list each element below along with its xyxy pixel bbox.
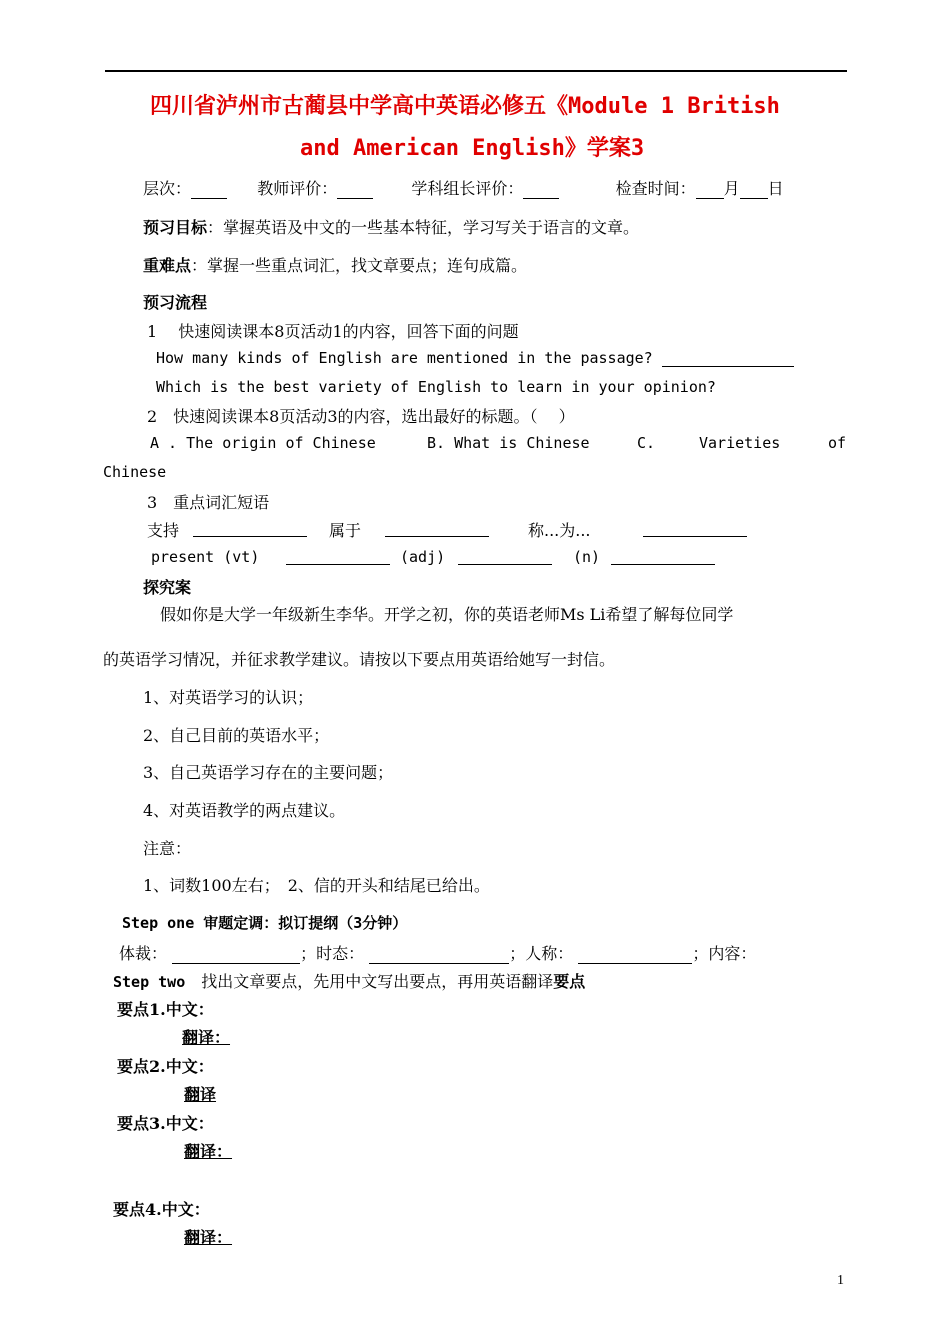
explore-paragraph-line-2: 的英语学习情况，并征求教学建议。请按以下要点用英语给她写一封信。: [103, 650, 616, 669]
day-label: 日: [767, 179, 784, 198]
option-b: B. What is Chinese: [427, 434, 590, 452]
teacher-eval-blank[interactable]: [337, 182, 373, 199]
tense-blank[interactable]: [369, 947, 509, 964]
month-blank[interactable]: [696, 182, 724, 199]
person-label: ；人称：: [509, 944, 574, 963]
requirement-3: 3、自己英语学习存在的主要问题；: [143, 763, 394, 782]
point-1-chinese: 要点1.中文：: [117, 1000, 214, 1019]
preview-item-1: 1 快速阅读课本8页活动1的内容，回答下面的问题: [147, 322, 519, 341]
vocab-present-adj-blank[interactable]: [458, 548, 552, 565]
outline-row: [119, 941, 756, 964]
vocab-support-blank[interactable]: [193, 520, 307, 537]
step-two-label: Step two: [113, 973, 186, 991]
goal-text: ：掌握英语及中文的一些基本特征，学习写关于语言的文章。: [207, 218, 640, 237]
check-time-label: 检查时间：: [615, 179, 696, 198]
vocab-belong: 属于: [329, 521, 362, 540]
month-label: 月: [723, 179, 740, 198]
preview-goal: [143, 215, 639, 238]
tense-label: ；时态：: [300, 944, 365, 963]
question-1-blank[interactable]: [662, 350, 794, 367]
requirement-1: 1、对英语学习的认识；: [143, 688, 314, 707]
genre-label: 体裁：: [119, 944, 168, 963]
leader-eval-blank[interactable]: [523, 182, 559, 199]
teacher-eval-label: 教师评价：: [257, 179, 338, 198]
level-label: 层次：: [143, 179, 192, 198]
level-blank[interactable]: [191, 182, 227, 199]
genre-blank[interactable]: [172, 947, 300, 964]
vocab-belong-blank[interactable]: [385, 520, 489, 537]
point-4-translation: 翻译：: [184, 1228, 233, 1247]
vocab-present-n: (n): [573, 548, 601, 566]
leader-eval-label: 学科组长评价：: [411, 179, 524, 198]
question-1: [156, 349, 794, 367]
point-3-translation: 翻译：: [184, 1142, 233, 1161]
vocab-present-n-blank[interactable]: [611, 548, 715, 565]
title-line-2: and American English》学案3: [300, 136, 645, 161]
option-c-word-2: of: [828, 434, 847, 452]
title-line-1: 四川省泸州市古蔺县中学高中英语必修五《Module 1 British: [150, 94, 780, 119]
question-2: Which is the best variety of English to learn in your opinion?: [156, 378, 716, 396]
day-blank[interactable]: [740, 182, 768, 199]
point-2-translation: 翻译: [184, 1085, 217, 1104]
explore-paragraph-line-1: 假如你是大学一年级新生李华。开学之初，你的英语老师Ms Li希望了解每位同学: [160, 605, 734, 624]
requirement-4: 4、对英语教学的两点建议。: [143, 801, 346, 820]
step-two-bold: 要点: [553, 972, 586, 991]
vocab-call-as: 称...为...: [528, 521, 591, 540]
option-c-letter: C.: [637, 434, 656, 452]
vocab-present-vt-blank[interactable]: [286, 548, 390, 565]
point-2-chinese: 要点2.中文：: [117, 1057, 214, 1076]
requirement-2: 2、自己目前的英语水平；: [143, 726, 330, 745]
difficulty-text: ：掌握一些重点词汇，找文章要点；连句成篇。: [191, 256, 528, 275]
point-1-translation: 翻译：: [182, 1028, 231, 1047]
top-rule: [105, 70, 847, 72]
point-4-chinese: 要点4.中文：: [113, 1200, 210, 1219]
vocab-support: 支持: [147, 521, 180, 540]
step-two: [113, 969, 585, 992]
preview-item-3: 3 重点词汇短语: [147, 493, 270, 512]
note-label: 注意：: [143, 839, 192, 858]
evaluation-row: [143, 176, 784, 199]
vocab-call-as-blank[interactable]: [643, 520, 747, 537]
point-3-chinese: 要点3.中文：: [117, 1114, 214, 1133]
vocab-present-vt: present (vt): [151, 548, 260, 566]
option-c-word-1: Varieties: [699, 434, 781, 452]
goal-label: 预习目标: [143, 218, 208, 237]
option-c-word-3: Chinese: [103, 463, 167, 481]
person-blank[interactable]: [578, 947, 692, 964]
preview-item-2: 2 快速阅读课本8页活动3的内容，选出最好的标题。（ ）: [147, 407, 575, 426]
step-one: Step one 审题定调：拟订提纲（3分钟）: [122, 914, 408, 932]
preview-heading: 预习流程: [143, 293, 208, 312]
question-1-text: How many kinds of English are mentioned in the passage?: [156, 349, 653, 367]
difficulty-label: 重难点: [143, 256, 192, 275]
explore-heading: 探究案: [143, 578, 192, 597]
page-number: 1: [837, 1273, 844, 1288]
note-items: 1、词数100左右； 2、信的开头和结尾已给出。: [143, 876, 490, 895]
step-two-text: 找出文章要点，先用中文写出要点，再用英语翻译: [185, 972, 554, 991]
content-label: ；内容：: [692, 944, 757, 963]
option-a: A . The origin of Chinese: [150, 434, 376, 452]
key-difficulty: [143, 253, 527, 276]
vocab-present-adj: (adj): [400, 548, 446, 566]
